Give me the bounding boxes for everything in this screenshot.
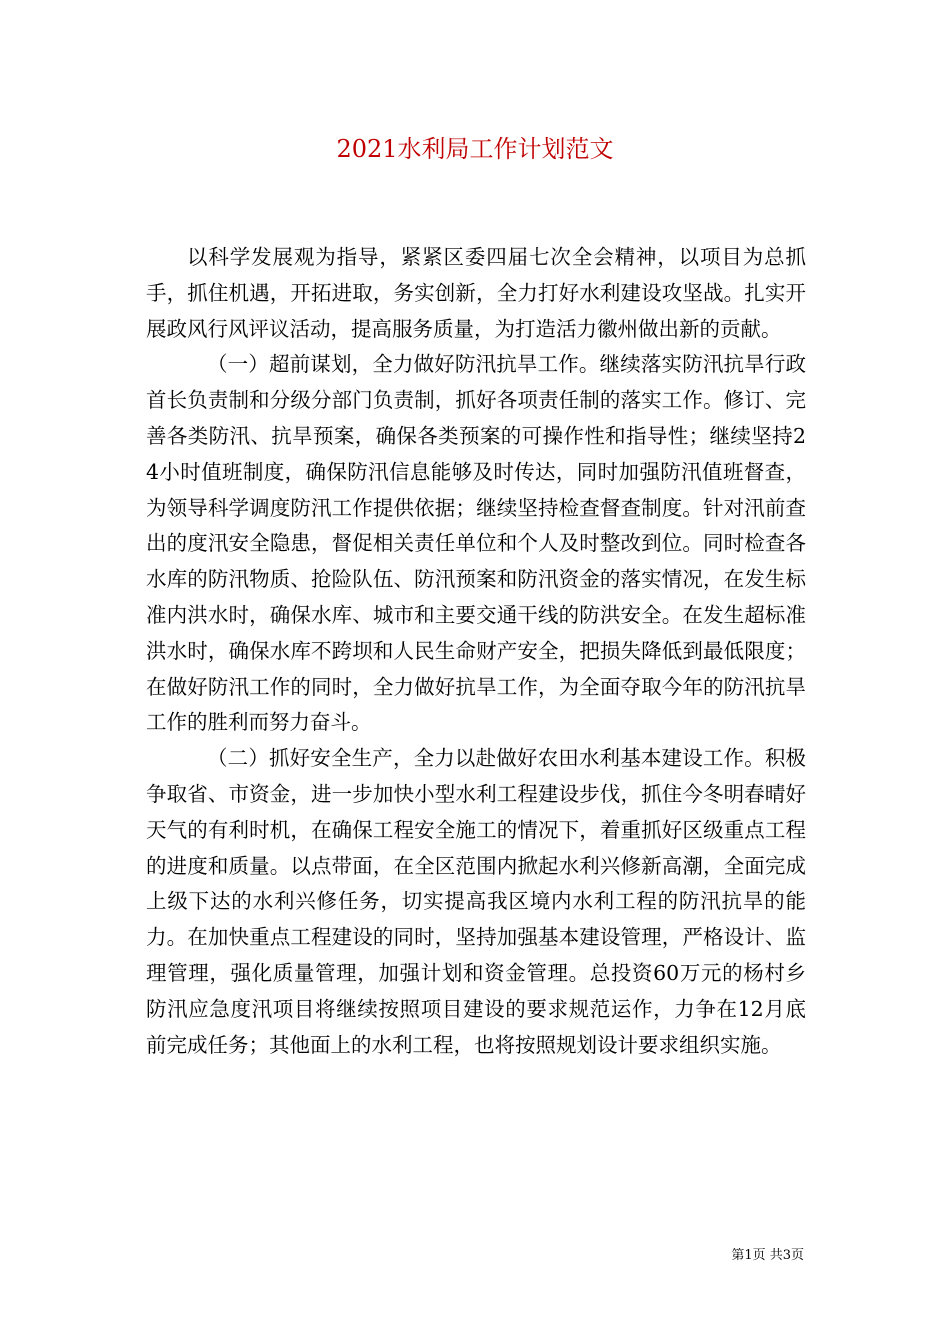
document-body (146, 240, 806, 1063)
paragraph-intro: 以科学发展观为指导，紧紧区委四届七次全会精神，以项目为总抓手，抓住机遇，开拓进取，务实创新，全力打好水利建设攻坚战。扎实开展政风行风评议活动，提高服务质量，为打造活力徽州做出新的贡献。 (146, 245, 806, 341)
page-number-footer: 第1页 共3页 (731, 1248, 804, 1263)
document-title: 2021水利局工作计划范文 (336, 135, 614, 163)
paragraph-flood-control: （一）超前谋划，全力做好防汛抗旱工作。继续落实防汛抗旱行政首长负责制和分级分部门负责制，抓好各项责任制的落实工作。修订、完善各类防汛、抗旱预案，确保各类预案的可操作性和指导性；继续坚持24小时值班制度，确保防汛信息能够及时传达，同时加强防汛值班督查，为领导科学调度防汛工作提供依据；继续坚持检查督查制度。针对汛前查出的度汛安全隐患，督促相关责任单位和个人及时整改到位。同时检查各水库的防汛物质、抢险队伍、防汛预案和防汛资金的落实情况，在发生标准内洪水时，确保水库、城市和主要交通干线的防洪安全。在发生超标准洪水时，确保水库不跨坝和人民生命财产安全，把损失降低到最低限度；在做好防汛工作的同时，全力做好抗旱工作，为全面夺取今年的防汛抗旱工作的胜利而努力奋斗。 (146, 352, 806, 735)
paragraph-farmland-water: （二）抓好安全生产，全力以赴做好农田水利基本建设工作。积极争取省、市资金，进一步加快小型水利工程建设步伐，抓住今冬明春晴好天气的有利时机，在确保工程安全施工的情况下，着重抓好区级重点工程的进度和质量。以点带面，在全区范围内掀起水利兴修新高潮，全面完成上级下达的水利兴修任务，切实提高我区境内水利工程的防汛抗旱的能力。在加快重点工程建设的同时，坚持加强基本建设管理，严格设计、监理管理，强化质量管理，加强计划和资金管理。总投资60万元的杨村乡防汛应急度汛项目将继续按照项目建设的要求规范运作，力争在12月底前完成任务；其他面上的水利工程，也将按照规划设计要求组织实施。 (146, 746, 806, 1057)
